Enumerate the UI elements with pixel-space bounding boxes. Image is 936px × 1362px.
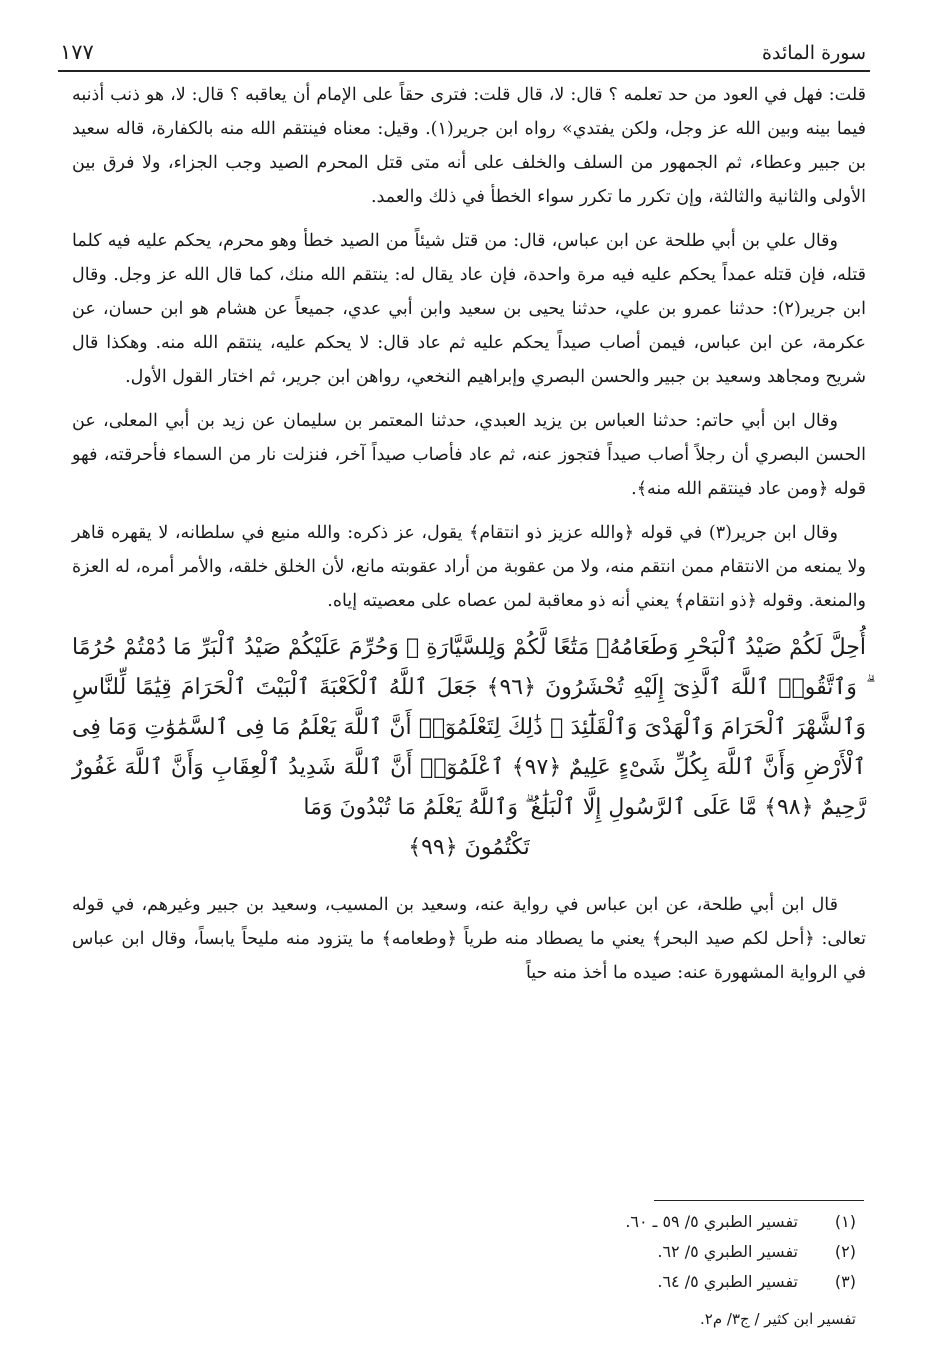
footnote-number: (٢)	[834, 1242, 856, 1261]
page-header	[60, 28, 866, 64]
paragraph: قال ابن أبي طلحة، عن ابن عباس في رواية عنه، وسعيد بن المسيب، وسعيد بن جبير وغيرهم، في قوله تعالى: ﴿أحل لكم صيد البحر﴾ يعني ما يصطاد منه طرياً ﴿وطعامه﴾ ما يتزود منه مليحاً يابساً، وقال ابن عباس في الرواية المشهورة عنه: صيده ما أخذ منه حياً	[72, 895, 866, 983]
footnote-item	[300, 1207, 856, 1237]
printer-signature: تفسير ابن كثير / ج٣/ م٢.	[699, 1310, 856, 1328]
paragraph: وقال ابن جرير(٣) في قوله ﴿والله عزيز ذو انتقام﴾ يقول، عز ذكره: والله منيع في سلطانه، لا يقهره قاهر ولا يمنعه من الانتقام ممن انتقم منه، ولا من عقوبة من أراد عقوبته مانع، لأن الخلق خلقه، والأمر أمره، له العزة والمنعة. وقوله ﴿ذو انتقام﴾ يعني أنه ذو معاقبة لمن عصاه على معصيته إياه.	[72, 523, 866, 611]
footnotes	[300, 1207, 856, 1297]
verse-text: أُحِلَّ لَكُمْ صَيْدُ ٱلْبَحْرِ وَطَعَامُهُۥ مَتَٰعًا لَّكُمْ وَلِلسَّيَّارَةِ ۖ وَحُرِّمَ عَلَيْكُمْ صَيْدُ ٱلْبَرِّ مَا دُمْتُمْ حُرُمًا ۗ وَٱتَّقُوا۟ ٱللَّهَ ٱلَّذِىٓ إِلَيْهِ تُحْشَرُونَ ﴿٩٦﴾ جَعَلَ ٱللَّهُ ٱلْكَعْبَةَ ٱلْبَيْتَ ٱلْحَرَامَ قِيَٰمًا لِّلنَّاسِ وَٱلشَّهْرَ ٱلْحَرَامَ وَٱلْهَدْىَ وَٱلْقَلَٰٓئِدَ ۚ ذَٰلِكَ لِتَعْلَمُوٓا۟ أَنَّ ٱللَّهَ يَعْلَمُ مَا فِى ٱلسَّمَٰوَٰتِ وَمَا فِى ٱلْأَرْضِ وَأَنَّ ٱللَّهَ بِكُلِّ شَىْءٍ عَلِيمٌ ﴿٩٧﴾ ٱعْلَمُوٓا۟ أَنَّ ٱللَّهَ شَدِيدُ ٱلْعِقَابِ وَأَنَّ ٱللَّهَ غَفُورٌ رَّحِيمٌ ﴿٩٨﴾ مَّا عَلَى ٱلرَّسُولِ إِلَّا ٱلْبَلَٰغُ ۗ وَٱللَّهُ يَعْلَمُ مَا تُبْدُونَ وَمَا	[72, 635, 867, 820]
footnote-number: (٣)	[834, 1272, 856, 1291]
footnote-number: (١)	[834, 1212, 856, 1231]
footnote-divider	[654, 1200, 864, 1201]
footnote-text: تفسير الطبري ٥/ ٦٢.	[657, 1242, 798, 1261]
header-divider	[58, 70, 870, 72]
surah-title: سورة المائدة	[762, 42, 866, 64]
footnote-text: تفسير الطبري ٥/ ٥٩ ـ ٦٠.	[625, 1212, 798, 1231]
quran-verses	[72, 628, 866, 868]
footnote-text: تفسير الطبري ٥/ ٦٤.	[657, 1272, 798, 1291]
paragraph: وقال علي بن أبي طلحة عن ابن عباس، قال: من قتل شيئاً من الصيد خطأ وهو محرم، يحكم عليه فيه كلما قتله، فإن قتله عمداً يحكم عليه فيه مرة واحدة، فإن عاد يقال له: ينتقم الله منك، كما قال الله عز وجل. وقال ابن جرير(٢): حدثنا عمرو بن علي، حدثنا يحيى بن سعيد وابن أبي عدي، جميعاً عن هشام هو ابن حسان، عن عكرمة، عن ابن عباس، فيمن أصاب صيداً يحكم عليه ثم عاد قال: لا يحكم عليه، ينتقم الله منه. وهكذا قال شريح ومجاهد وسعيد بن جبير والحسن البصري وإبراهيم النخعي، رواهن ابن جرير، ثم اختار القول الأول.	[72, 231, 866, 387]
main-text	[72, 78, 866, 1000]
footnote-item	[300, 1237, 856, 1267]
footnote-item	[300, 1267, 856, 1297]
paragraph: وقال ابن أبي حاتم: حدثنا العباس بن يزيد العبدي، حدثنا المعتمر بن سليمان عن زيد بن أبي المعلى، عن الحسن البصري أن رجلاً أصاب صيداً فتجوز عنه، ثم عاد فأصاب صيداً آخر، فنزلت نار من السماء فأحرقته، فهو قوله ﴿ومن عاد فينتقم الله منه﴾.	[72, 411, 866, 499]
verse-last-line: تَكْتُمُونَ ﴿٩٩﴾	[408, 835, 530, 860]
page-number: ١٧٧	[60, 40, 94, 64]
paragraph: قلت: فهل في العود من حد تعلمه ؟ قال: لا، قال قلت: فترى حقاً على الإمام أن يعاقبه ؟ قال: لا، هو ذنب أذنبه فيما بينه وبين الله عز وجل، ولكن يفتدي» رواه ابن جرير(١). وقيل: معناه فينتقم الله منه بالكفارة، قاله سعيد بن جبير وعطاء، ثم الجمهور من السلف والخلف على أنه متى قتل المحرم الصيد وجب الجزاء، ولا فرق بين الأولى والثانية والثالثة، وإن تكرر ما تكرر سواء الخطأ في ذلك والعمد.	[72, 85, 866, 207]
